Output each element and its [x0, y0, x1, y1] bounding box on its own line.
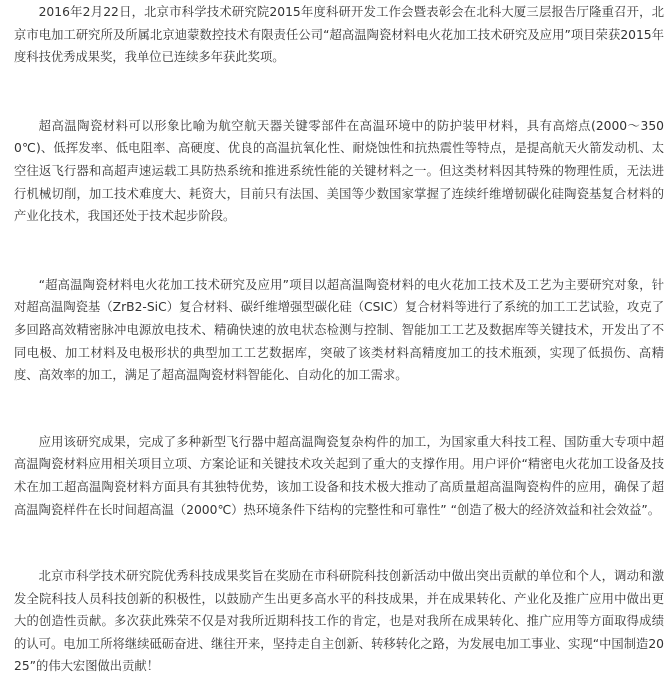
paragraph-spacer: [14, 387, 664, 431]
paragraph-spacer: [14, 521, 664, 565]
paragraph-application-results: 应用该研究成果，完成了多种新型飞行器中超高温陶瓷复杂构件的加工，为国家重大科技工程、国防重大专项中超高温陶瓷材料应用相关项目立项、方案论证和关键技术攻关起到了重大的支撑作用。用户评价“精密电火花加工设备及技术在加工超高温陶瓷材料方面具有其独特优势，该加工设备和技术极大推动了高质量超高温陶瓷构件的应用，确保了超高温陶瓷样件在长时间超高温（2000℃）热环境条件下结构的完整性和可靠性” “创造了极大的经济效益和社会效益”。: [14, 434, 664, 517]
paragraph-award-announcement: 2016年2月22日，北京市科学技术研究院2015年度科研开发工作会暨表彰会在北科大厦三层报告厅隆重召开，北京市电加工研究所及所属北京迪蒙数控技术有限责任公司“超高温陶瓷材料电火花加工技术研究及应用”项目荣获2015年度科技优秀成果奖，我单位已连续多年获此奖项。: [14, 5, 664, 65]
paragraph-material-background: 超高温陶瓷材料可以形象比喻为航空航天器关键零部件在高温环境中的防护装甲材料，具有高熔点(2000～3500℃)、低挥发率、低电阻率、高硬度、优良的高温抗氧化性、耐烧蚀性和抗热震性等特点，是提高航天火箭发动机、太空往返飞行器和高超声速运载工具防热系统和推进系统性能的关键材料之一。但这类材料因其特殊的物理性质，无法进行机械切削，加工技术难度大、耗资大，目前只有法国、美国等少数国家掌握了连续纤维增韧碳化硅陶瓷基复合材料的产业化技术，我国还处于技术起步阶段。: [14, 118, 664, 224]
paragraph-spacer: [14, 69, 664, 115]
paragraph-award-significance: 北京市科学技术研究院优秀科技成果奖旨在奖励在市科研院科技创新活动中做出突出贡献的单位和个人，调动和激发全院科技人员科技创新的积极性，以鼓励产生出更多高水平的科技成果，并在成果转化、产业化及推广应用中做出更大的创造性贡献。多次获此殊荣不仅是对我所近期科技工作的肯定，也是对我所在成果转化、推广应用等方面取得成绩的认可。电加工所将继续砥砺奋进、继往开来，坚持走自主创新、转移转化之路，为发展电加工事业、实现“中国制造2025”的伟大宏图做出贡献！: [14, 569, 664, 674]
paragraph-spacer: [14, 228, 664, 274]
paragraph-project-research: “超高温陶瓷材料电火花加工技术研究及应用”项目以超高温陶瓷材料的电火花加工技术及工艺为主要研究对象，针对超高温陶瓷基（ZrB2-SiC）复合材料、碳纤维增强型碳化硅（CSIC）复合材料等进行了系统的加工工艺试验，攻克了多回路高效精密脉冲电源放电技术、精确快速的放电状态检测与控制、智能加工工艺及数据库等关键技术，开发出了不同电极、加工材料及电极形状的典型加工工艺数据库，突破了该类材料高精度加工的技术瓶颈，实现了低损伤、高精度、高效率的加工，满足了超高温陶瓷材料智能化、自动化的加工需求。: [14, 277, 664, 383]
